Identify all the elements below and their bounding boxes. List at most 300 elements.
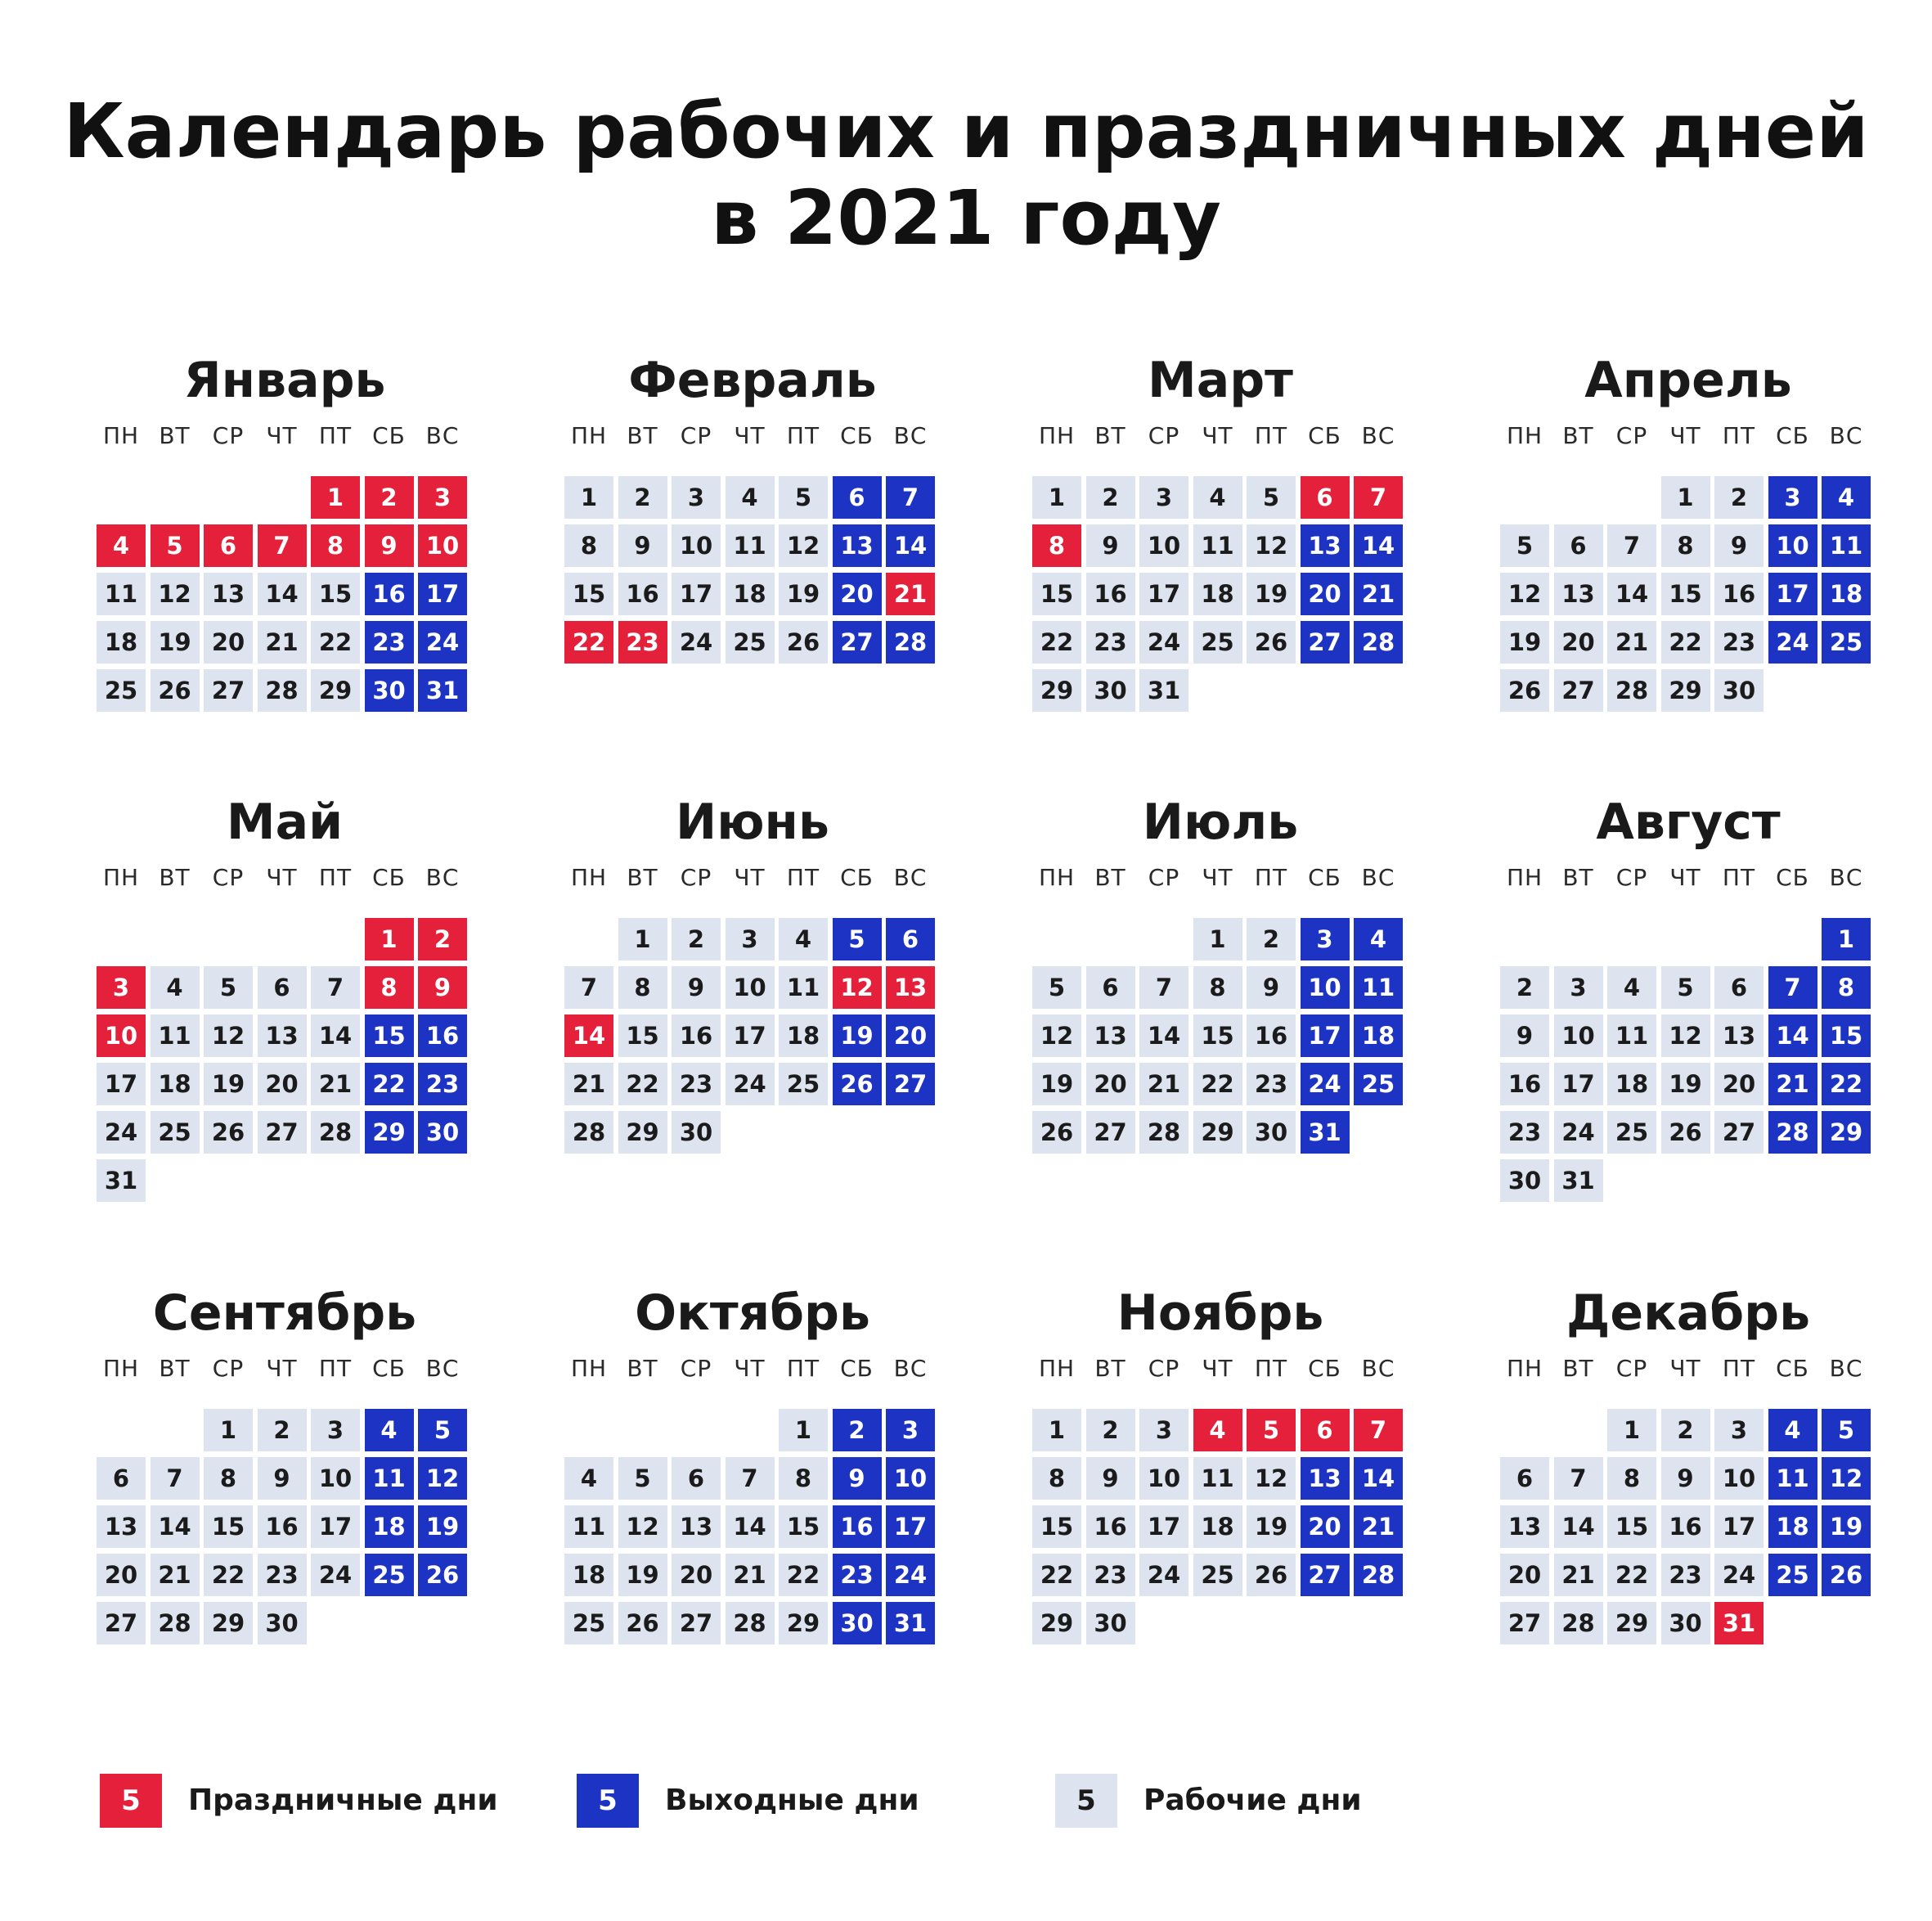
month-1 (97, 353, 473, 718)
month-name: Ноябрь (1117, 1284, 1324, 1342)
weekday-label: СБ (372, 1355, 406, 1382)
day-cell-work: 16 (1086, 1505, 1135, 1548)
day-cell-weekend: 27 (833, 621, 882, 664)
day-cell-work: 18 (1193, 573, 1242, 615)
day-cell-weekend: 20 (1301, 573, 1350, 615)
day-cell-work: 13 (1086, 1014, 1135, 1057)
day-cell-work: 16 (1086, 573, 1135, 615)
day-cell-work: 23 (1086, 1554, 1135, 1596)
day-cell-work: 4 (726, 476, 775, 519)
day-cell-weekend: 27 (886, 1063, 935, 1105)
day-cell-holiday: 2 (418, 918, 467, 961)
days-grid (97, 476, 473, 718)
day-cell-work: 18 (1193, 1505, 1242, 1548)
day-cell-work: 22 (204, 1554, 253, 1596)
day-cell-work: 16 (1247, 1014, 1296, 1057)
day-cell-work: 16 (618, 573, 667, 615)
day-cell-work: 28 (311, 1111, 360, 1154)
day-cell-work: 24 (672, 621, 721, 664)
day-cell-work: 19 (779, 573, 828, 615)
day-cell-work: 2 (618, 476, 667, 519)
day-cell-weekend: 18 (1768, 1505, 1817, 1548)
day-cell-work: 27 (1086, 1111, 1135, 1154)
page-title-line-2: в 2021 году (711, 174, 1221, 262)
day-cell-work: 16 (258, 1505, 307, 1548)
day-cell-work: 2 (1500, 966, 1549, 1009)
day-cell-work: 11 (726, 524, 775, 567)
weekday-label: ВТ (1562, 1355, 1594, 1382)
month-name: Январь (183, 352, 386, 409)
day-cell-work: 8 (1193, 966, 1242, 1009)
day-cell-work: 19 (204, 1063, 253, 1105)
days-grid (564, 1409, 941, 1650)
day-cell-work: 7 (1554, 1457, 1603, 1500)
day-cell-weekend: 14 (1354, 1457, 1403, 1500)
day-cell-work: 10 (1139, 524, 1188, 567)
day-cell-work: 3 (311, 1409, 360, 1451)
weekday-label: СБ (1308, 422, 1341, 449)
day-cell-work: 6 (672, 1457, 721, 1500)
day-cell-work: 5 (618, 1457, 667, 1500)
day-cell-weekend: 23 (365, 621, 414, 664)
day-cell-holiday: 6 (204, 524, 253, 567)
day-cell-work: 27 (1500, 1602, 1549, 1644)
legend-swatch-work: 5 (1055, 1774, 1117, 1828)
weekday-label: ПН (1506, 422, 1543, 449)
day-cell-work: 20 (1086, 1063, 1135, 1105)
day-cell-work: 19 (151, 621, 200, 664)
day-cell-weekend: 17 (418, 573, 467, 615)
day-cell-work: 26 (1661, 1111, 1710, 1154)
weekday-label: ПТ (1254, 864, 1288, 891)
day-cell-work: 8 (618, 966, 667, 1009)
day-cell-work: 30 (1661, 1602, 1710, 1644)
month-5 (97, 795, 473, 1208)
day-cell-weekend: 25 (1354, 1063, 1403, 1105)
weekday-label: СР (1148, 864, 1180, 891)
day-cell-work: 21 (311, 1063, 360, 1105)
day-cell-work: 3 (1139, 1409, 1188, 1451)
day-cell-weekend: 3 (1301, 918, 1350, 961)
day-cell-weekend: 11 (1354, 966, 1403, 1009)
days-grid (1500, 918, 1876, 1208)
days-grid (1032, 476, 1409, 718)
day-cell-work: 7 (564, 966, 613, 1009)
day-cell-holiday: 9 (418, 966, 467, 1009)
day-cell-work: 19 (1247, 1505, 1296, 1548)
day-cell-work: 13 (204, 573, 253, 615)
day-cell-work: 18 (564, 1554, 613, 1596)
day-cell-work: 26 (1247, 1554, 1296, 1596)
weekday-label: ПН (1038, 422, 1076, 449)
day-cell-work: 12 (1247, 524, 1296, 567)
days-grid (97, 1409, 473, 1650)
month-name: Июль (1142, 794, 1299, 851)
day-cell-weekend: 15 (365, 1014, 414, 1057)
weekday-label: ВС (425, 1355, 460, 1382)
day-cell-work: 21 (1554, 1554, 1603, 1596)
day-cell-work: 18 (726, 573, 775, 615)
day-cell-work: 5 (779, 476, 828, 519)
day-cell-work: 9 (258, 1457, 307, 1500)
days-grid (1032, 1409, 1409, 1650)
day-cell-work: 9 (1661, 1457, 1710, 1500)
day-cell-work: 6 (1714, 966, 1764, 1009)
weekday-label: ПТ (318, 1355, 353, 1382)
day-cell-holiday: 7 (1354, 476, 1403, 519)
weekday-label: ЧТ (1202, 1355, 1233, 1382)
day-cell-work: 22 (1032, 1554, 1081, 1596)
day-cell-work: 12 (1032, 1014, 1081, 1057)
day-cell-work: 30 (672, 1111, 721, 1154)
day-cell-weekend: 29 (365, 1111, 414, 1154)
weekday-label: ЧТ (734, 422, 766, 449)
day-cell-weekend: 24 (418, 621, 467, 664)
day-cell-weekend: 13 (833, 524, 882, 567)
day-cell-work: 17 (726, 1014, 775, 1057)
day-cell-work: 20 (1500, 1554, 1549, 1596)
month-9 (97, 1286, 473, 1650)
weekday-label: СР (1148, 422, 1180, 449)
day-cell-holiday: 10 (418, 524, 467, 567)
day-cell-weekend: 14 (1768, 1014, 1817, 1057)
day-cell-weekend: 25 (365, 1554, 414, 1596)
weekday-label: ЧТ (1669, 864, 1701, 891)
day-cell-work: 23 (1661, 1554, 1710, 1596)
day-cell-weekend: 30 (418, 1111, 467, 1154)
day-cell-work: 19 (1661, 1063, 1710, 1105)
day-cell-work: 10 (672, 524, 721, 567)
weekday-label: СР (1615, 1355, 1648, 1382)
day-cell-work: 17 (311, 1505, 360, 1548)
weekday-label: ВТ (627, 1355, 658, 1382)
weekday-header (1032, 1355, 1409, 1388)
weekday-label: ПН (1038, 1355, 1076, 1382)
day-cell-holiday: 5 (1247, 1409, 1296, 1451)
day-cell-weekend: 19 (418, 1505, 467, 1548)
day-cell-work: 6 (1554, 524, 1603, 567)
weekday-label: ВС (893, 1355, 928, 1382)
weekday-label: ПТ (318, 864, 353, 891)
weekday-label: ВС (1829, 1355, 1863, 1382)
day-cell-work: 26 (204, 1111, 253, 1154)
legend (0, 1774, 1932, 1831)
weekday-label: ЧТ (1669, 1355, 1701, 1382)
day-cell-work: 12 (1661, 1014, 1710, 1057)
weekday-label: ЧТ (734, 1355, 766, 1382)
day-cell-work: 22 (779, 1554, 828, 1596)
day-cell-weekend: 18 (1354, 1014, 1403, 1057)
weekday-label: ПТ (786, 864, 820, 891)
legend-swatch-weekend: 5 (577, 1774, 639, 1828)
day-cell-work: 11 (564, 1505, 613, 1548)
day-cell-work: 15 (618, 1014, 667, 1057)
weekday-label: СБ (1308, 1355, 1341, 1382)
weekday-label: ВС (1361, 864, 1395, 891)
day-cell-work: 4 (564, 1457, 613, 1500)
month-6 (564, 795, 941, 1159)
month-name: Октябрь (635, 1284, 870, 1342)
day-cell-work: 17 (1554, 1063, 1603, 1105)
day-cell-work: 28 (151, 1602, 200, 1644)
day-cell-work: 9 (618, 524, 667, 567)
day-cell-holiday: 4 (97, 524, 146, 567)
day-cell-work: 2 (258, 1409, 307, 1451)
month-4 (1500, 353, 1876, 718)
day-cell-weekend: 26 (833, 1063, 882, 1105)
weekday-label: ВТ (159, 1355, 191, 1382)
day-cell-weekend: 27 (1301, 621, 1350, 664)
month-name: Февраль (628, 352, 877, 409)
day-cell-work: 30 (1086, 1602, 1135, 1644)
day-cell-work: 13 (672, 1505, 721, 1548)
day-cell-work: 12 (151, 573, 200, 615)
day-cell-work: 30 (1714, 669, 1764, 712)
day-cell-weekend: 30 (833, 1602, 882, 1644)
day-cell-work: 17 (1714, 1505, 1764, 1548)
weekday-label: ПТ (1254, 1355, 1288, 1382)
day-cell-weekend: 15 (1822, 1014, 1871, 1057)
day-cell-work: 13 (1714, 1014, 1764, 1057)
day-cell-work: 6 (258, 966, 307, 1009)
weekday-label: ПН (1506, 864, 1543, 891)
day-cell-weekend: 26 (1822, 1554, 1871, 1596)
day-cell-work: 10 (1139, 1457, 1188, 1500)
day-cell-weekend: 20 (833, 573, 882, 615)
weekday-label: ПТ (1254, 422, 1288, 449)
weekday-header (1500, 422, 1876, 455)
day-cell-work: 26 (151, 669, 200, 712)
day-cell-work: 28 (1139, 1111, 1188, 1154)
day-cell-work: 1 (1032, 476, 1081, 519)
day-cell-weekend: 21 (1768, 1063, 1817, 1105)
day-cell-work: 9 (1086, 524, 1135, 567)
day-cell-work: 15 (204, 1505, 253, 1548)
day-cell-work: 15 (1607, 1505, 1656, 1548)
legend-label-work: Рабочие дни (1143, 1784, 1362, 1817)
day-cell-work: 29 (779, 1602, 828, 1644)
weekday-label: ПТ (1722, 1355, 1756, 1382)
day-cell-weekend: 21 (1354, 573, 1403, 615)
day-cell-holiday: 1 (311, 476, 360, 519)
day-cell-work: 16 (672, 1014, 721, 1057)
day-cell-work: 23 (672, 1063, 721, 1105)
day-cell-work: 8 (1661, 524, 1710, 567)
day-cell-work: 30 (1086, 669, 1135, 712)
day-cell-work: 24 (1714, 1554, 1764, 1596)
weekday-label: СБ (372, 864, 406, 891)
weekday-label: ВС (893, 864, 928, 891)
month-name: Апрель (1584, 352, 1792, 409)
day-cell-work: 3 (672, 476, 721, 519)
day-cell-holiday: 22 (564, 621, 613, 664)
day-cell-weekend: 24 (1768, 621, 1817, 664)
weekday-label: ЧТ (1669, 422, 1701, 449)
day-cell-work: 25 (1193, 1554, 1242, 1596)
day-cell-weekend: 28 (1768, 1111, 1817, 1154)
weekday-label: ПН (102, 864, 140, 891)
day-cell-weekend: 1 (1822, 918, 1871, 961)
weekday-label: ПН (102, 1355, 140, 1382)
weekday-label: ВС (1829, 864, 1863, 891)
day-cell-work: 29 (618, 1111, 667, 1154)
weekday-header (1500, 864, 1876, 897)
day-cell-work: 29 (1661, 669, 1710, 712)
day-cell-weekend: 31 (886, 1602, 935, 1644)
day-cell-weekend: 3 (886, 1409, 935, 1451)
day-cell-weekend: 6 (833, 476, 882, 519)
day-cell-weekend: 24 (886, 1554, 935, 1596)
day-cell-work: 3 (726, 918, 775, 961)
day-cell-holiday: 1 (365, 918, 414, 961)
day-cell-work: 27 (204, 669, 253, 712)
day-cell-work: 15 (311, 573, 360, 615)
day-cell-weekend: 10 (1768, 524, 1817, 567)
day-cell-work: 17 (97, 1063, 146, 1105)
weekday-label: ЧТ (734, 864, 766, 891)
day-cell-work: 27 (1554, 669, 1603, 712)
day-cell-weekend: 23 (418, 1063, 467, 1105)
weekday-label: ВС (1361, 422, 1395, 449)
day-cell-work: 14 (726, 1505, 775, 1548)
day-cell-work: 4 (1607, 966, 1656, 1009)
day-cell-work: 30 (258, 1602, 307, 1644)
day-cell-work: 5 (204, 966, 253, 1009)
day-cell-weekend: 6 (886, 918, 935, 961)
day-cell-holiday: 8 (311, 524, 360, 567)
day-cell-weekend: 4 (1768, 1409, 1817, 1451)
month-10 (564, 1286, 941, 1650)
day-cell-weekend: 17 (1768, 573, 1817, 615)
day-cell-work: 15 (1032, 1505, 1081, 1548)
weekday-label: ВС (1829, 422, 1863, 449)
day-cell-weekend: 11 (1822, 524, 1871, 567)
month-3 (1032, 353, 1409, 718)
weekday-label: ПН (570, 864, 608, 891)
day-cell-work: 23 (1247, 1063, 1296, 1105)
day-cell-weekend: 12 (418, 1457, 467, 1500)
day-cell-work: 7 (311, 966, 360, 1009)
day-cell-work: 25 (1193, 621, 1242, 664)
day-cell-work: 8 (564, 524, 613, 567)
weekday-label: ВТ (1094, 422, 1126, 449)
day-cell-holiday: 10 (97, 1014, 146, 1057)
page-title-line-1: Календарь рабочих и праздничных дней (63, 88, 1869, 175)
weekday-label: ПН (570, 1355, 608, 1382)
weekday-label: ПТ (1722, 864, 1756, 891)
day-cell-holiday: 13 (886, 966, 935, 1009)
day-cell-work: 11 (779, 966, 828, 1009)
weekday-label: ВТ (1094, 1355, 1126, 1382)
day-cell-work: 16 (1500, 1063, 1549, 1105)
weekday-header (1032, 422, 1409, 455)
day-cell-work: 23 (1714, 621, 1764, 664)
month-7 (1032, 795, 1409, 1159)
weekday-label: СР (680, 1355, 712, 1382)
day-cell-weekend: 4 (1822, 476, 1871, 519)
day-cell-weekend: 13 (1301, 524, 1350, 567)
weekday-label: ПТ (318, 422, 353, 449)
days-grid (1500, 476, 1876, 718)
day-cell-work: 29 (311, 669, 360, 712)
weekday-label: СР (212, 1355, 245, 1382)
day-cell-weekend: 31 (418, 669, 467, 712)
weekday-header (1500, 1355, 1876, 1388)
weekday-header (97, 422, 473, 455)
day-cell-work: 15 (564, 573, 613, 615)
day-cell-weekend: 7 (1768, 966, 1817, 1009)
day-cell-work: 27 (258, 1111, 307, 1154)
day-cell-work: 11 (1193, 524, 1242, 567)
day-cell-work: 2 (1086, 1409, 1135, 1451)
day-cell-weekend: 22 (1822, 1063, 1871, 1105)
day-cell-work: 16 (1661, 1505, 1710, 1548)
day-cell-weekend: 4 (365, 1409, 414, 1451)
day-cell-weekend: 20 (1301, 1505, 1350, 1548)
weekday-label: СБ (840, 422, 874, 449)
month-name: Сентябрь (152, 1284, 417, 1342)
day-cell-work: 5 (1032, 966, 1081, 1009)
day-cell-work: 2 (1661, 1409, 1710, 1451)
day-cell-work: 2 (672, 918, 721, 961)
day-cell-work: 22 (1607, 1554, 1656, 1596)
weekday-label: ЧТ (1202, 422, 1233, 449)
day-cell-weekend: 27 (1301, 1554, 1350, 1596)
day-cell-work: 20 (1554, 621, 1603, 664)
day-cell-work: 27 (97, 1602, 146, 1644)
day-cell-work: 31 (1139, 669, 1188, 712)
day-cell-work: 3 (1139, 476, 1188, 519)
day-cell-work: 24 (1139, 1554, 1188, 1596)
day-cell-work: 24 (1139, 621, 1188, 664)
day-cell-weekend: 19 (1822, 1505, 1871, 1548)
day-cell-work: 29 (1193, 1111, 1242, 1154)
day-cell-work: 1 (1661, 476, 1710, 519)
legend-swatch-holiday: 5 (100, 1774, 162, 1828)
day-cell-work: 27 (672, 1602, 721, 1644)
day-cell-work: 28 (1554, 1602, 1603, 1644)
day-cell-work: 12 (1500, 573, 1549, 615)
day-cell-work: 1 (564, 476, 613, 519)
day-cell-work: 6 (1500, 1457, 1549, 1500)
day-cell-work: 9 (672, 966, 721, 1009)
weekday-label: СБ (1776, 1355, 1809, 1382)
day-cell-work: 31 (97, 1159, 146, 1202)
weekday-header (1032, 864, 1409, 897)
day-cell-weekend: 22 (365, 1063, 414, 1105)
day-cell-work: 1 (618, 918, 667, 961)
day-cell-work: 2 (1247, 918, 1296, 961)
day-cell-weekend: 21 (1354, 1505, 1403, 1548)
weekday-label: СР (1615, 422, 1648, 449)
day-cell-holiday: 6 (1301, 1409, 1350, 1451)
day-cell-holiday: 14 (564, 1014, 613, 1057)
weekday-header (564, 864, 941, 897)
day-cell-work: 25 (564, 1602, 613, 1644)
month-name: Июнь (676, 794, 829, 851)
month-2 (564, 353, 941, 669)
day-cell-holiday: 7 (1354, 1409, 1403, 1451)
day-cell-work: 14 (1139, 1014, 1188, 1057)
day-cell-weekend: 20 (886, 1014, 935, 1057)
month-name: Март (1148, 352, 1293, 409)
day-cell-weekend: 3 (1768, 476, 1817, 519)
day-cell-work: 9 (1714, 524, 1764, 567)
day-cell-work: 14 (258, 573, 307, 615)
month-8 (1500, 795, 1876, 1208)
day-cell-holiday: 8 (365, 966, 414, 1009)
day-cell-work: 5 (1247, 476, 1296, 519)
